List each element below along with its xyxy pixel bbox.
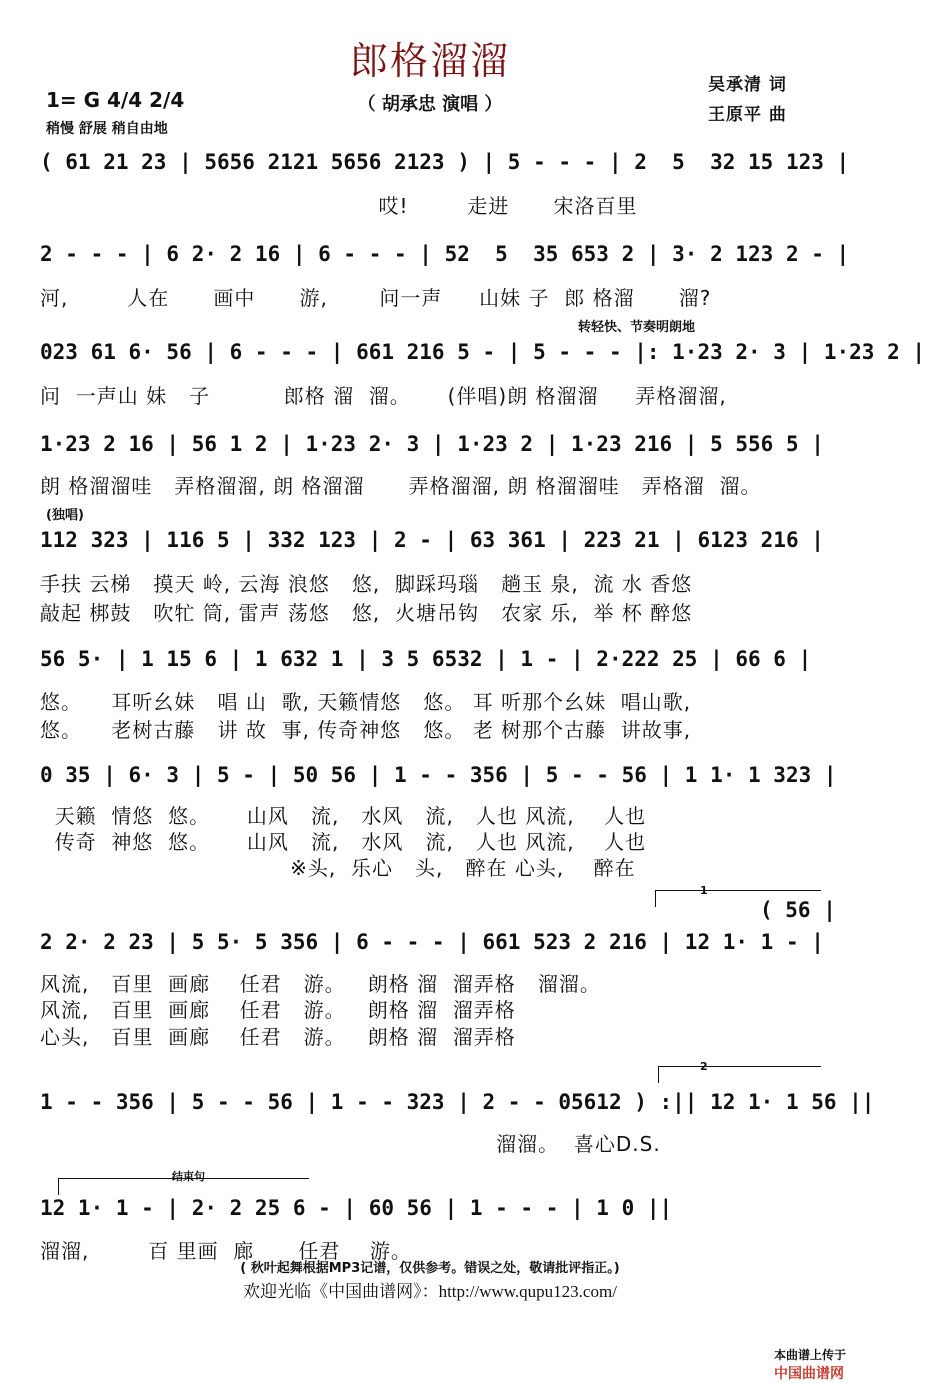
lyricist-credit: 吴承清 词 xyxy=(708,75,787,95)
performer-subtitle: （ 胡承忠 演唱 ） xyxy=(357,94,503,115)
tempo-change-mark: 转轻快、节奏明朗地 xyxy=(578,320,696,335)
score-line-4-notes: 1·23 2 16 | 56 1 2 | 1·23 2· 3 | 1·23 2 | 1·23 216 | 5 556 5 | xyxy=(40,432,824,456)
composer-credit: 王原平 曲 xyxy=(708,105,787,125)
score-line-5-notes: 112 323 | 116 5 | 332 123 | 2 - | 63 361 | 223 21 | 6123 216 | xyxy=(40,528,824,552)
score-line-6-lyrics-verse-2: 悠。 老树古藤 讲 故 事, 传奇神悠 悠。 老 树那个古藤 讲故事, xyxy=(40,718,692,742)
score-line-6-lyrics-verse-1: 悠。 耳听幺妹 唱 山 歌, 天籁情悠 悠。 耳 听那个幺妹 唱山歌, xyxy=(40,690,692,714)
score-line-8-lyrics-verse-1: 风流, 百里 画廊 任君 游。 朗格 溜 溜弄格 溜溜。 xyxy=(40,972,601,996)
volta-bracket-2 xyxy=(658,1066,821,1083)
score-line-2-notes: 2 - - - | 6 2· 2 16 | 6 - - - | 52 5 35 653 2 | 3· 2 123 2 - | xyxy=(40,242,850,266)
score-line-8-notes: 2 2· 2 23 | 5 5· 5 356 | 6 - - - | 661 523 2 216 | 12 1· 1 - | xyxy=(40,930,824,954)
score-line-8-lyrics-verse-2: 风流, 百里 画廊 任君 游。 朗格 溜 溜弄格 xyxy=(40,998,516,1022)
volta-label-2: 2 xyxy=(700,1060,708,1073)
score-line-6-notes: 56 5· | 1 15 6 | 1 632 1 | 3 5 6532 | 1 - | 2·222 25 | 66 6 | xyxy=(40,647,812,671)
score-line-10-notes: 12 1· 1 - | 2· 2 25 6 - | 60 56 | 1 - - - | 1 0 || xyxy=(40,1196,673,1220)
key-signature: 1= G 4/4 2/4 xyxy=(46,88,185,112)
score-line-1-lyrics: 哎! 走进 宋洛百里 xyxy=(40,194,638,218)
score-line-9-notes: 1 - - 356 | 5 - - 56 | 1 - - 323 | 2 - - 05612 ) :|| 12 1· 1 56 || xyxy=(40,1090,875,1114)
solo-label: (独唱) xyxy=(46,508,84,523)
score-line-5-lyrics-verse-1: 手扶 云梯 摸天 岭, 云海 浪悠 悠, 脚踩玛瑙 趟玉 泉, 流 水 香悠 xyxy=(40,572,693,596)
score-line-7-lyrics-verse-3: ※头, 乐心 头, 醉在 心头, 醉在 xyxy=(40,856,636,880)
site-logo: 中国曲谱网 xyxy=(773,1366,844,1382)
score-line-3-lyrics: 问 一声山 妹 子 郎格 溜 溜。 (伴唱)朗 格溜溜 弄格溜溜, xyxy=(40,384,727,408)
transcriber-note: ( 秋叶起舞根据MP3记谱，仅供参考。错误之处，敬请批评指正。) xyxy=(240,1261,620,1276)
tempo-marking: 稍慢 舒展 稍自由地 xyxy=(46,121,168,137)
score-line-9-lyrics: 溜溜。 喜心D.S. xyxy=(40,1132,661,1156)
site-welcome: 欢迎光临《中国曲谱网》：http://www.qupu123.com/ xyxy=(243,1282,617,1301)
score-line-10-lyrics: 溜溜, 百 里画 廊 任君 游。 xyxy=(40,1239,412,1263)
score-line-7-notes: 0 35 | 6· 3 | 5 - | 50 56 | 1 - - 356 | 5 - - 56 | 1 1· 1 323 | xyxy=(40,763,837,787)
upload-label: 本曲谱上传于 xyxy=(773,1348,846,1362)
score-line-3-notes: 023 61 6· 56 | 6 - - - | 661 216 5 - | 5 - - - |: 1·23 2· 3 | 1·23 2 | xyxy=(40,340,925,364)
ending-label: 结束句 xyxy=(172,1170,205,1183)
score-line-4-lyrics: 朗 格溜溜哇 弄格溜溜, 朗 格溜溜 弄格溜溜, 朗 格溜溜哇 弄格溜 溜。 xyxy=(40,474,762,498)
score-line-7-lyrics-verse-2: 传奇 神悠 悠。 山风 流, 水风 流, 人也 风流, 人也 xyxy=(40,830,647,854)
upload-credit xyxy=(766,1332,846,1383)
volta-label-1: 1 xyxy=(700,884,708,897)
score-line-8-extra: ( 56 | xyxy=(760,898,836,922)
score-line-2-lyrics: 河, 人在 画中 游, 问一声 山妹 子 郎 格溜 溜? xyxy=(40,286,712,310)
score-line-1-notes: ( 61 21 23 | 5656 2121 5656 2123 ) | 5 - - - | 2 5 32 15 123 | xyxy=(40,150,850,174)
score-line-5-lyrics-verse-2: 敲起 梆鼓 吹牤 筒, 雷声 荡悠 悠, 火塘吊钩 农家 乐, 举 杯 醉悠 xyxy=(40,601,693,625)
song-title: 郎格溜溜 xyxy=(349,39,510,83)
score-line-7-lyrics-verse-1: 天籁 情悠 悠。 山风 流, 水风 流, 人也 风流, 人也 xyxy=(40,804,647,828)
score-line-8-lyrics-verse-3: 心头, 百里 画廊 任君 游。 朗格 溜 溜弄格 xyxy=(40,1025,516,1049)
